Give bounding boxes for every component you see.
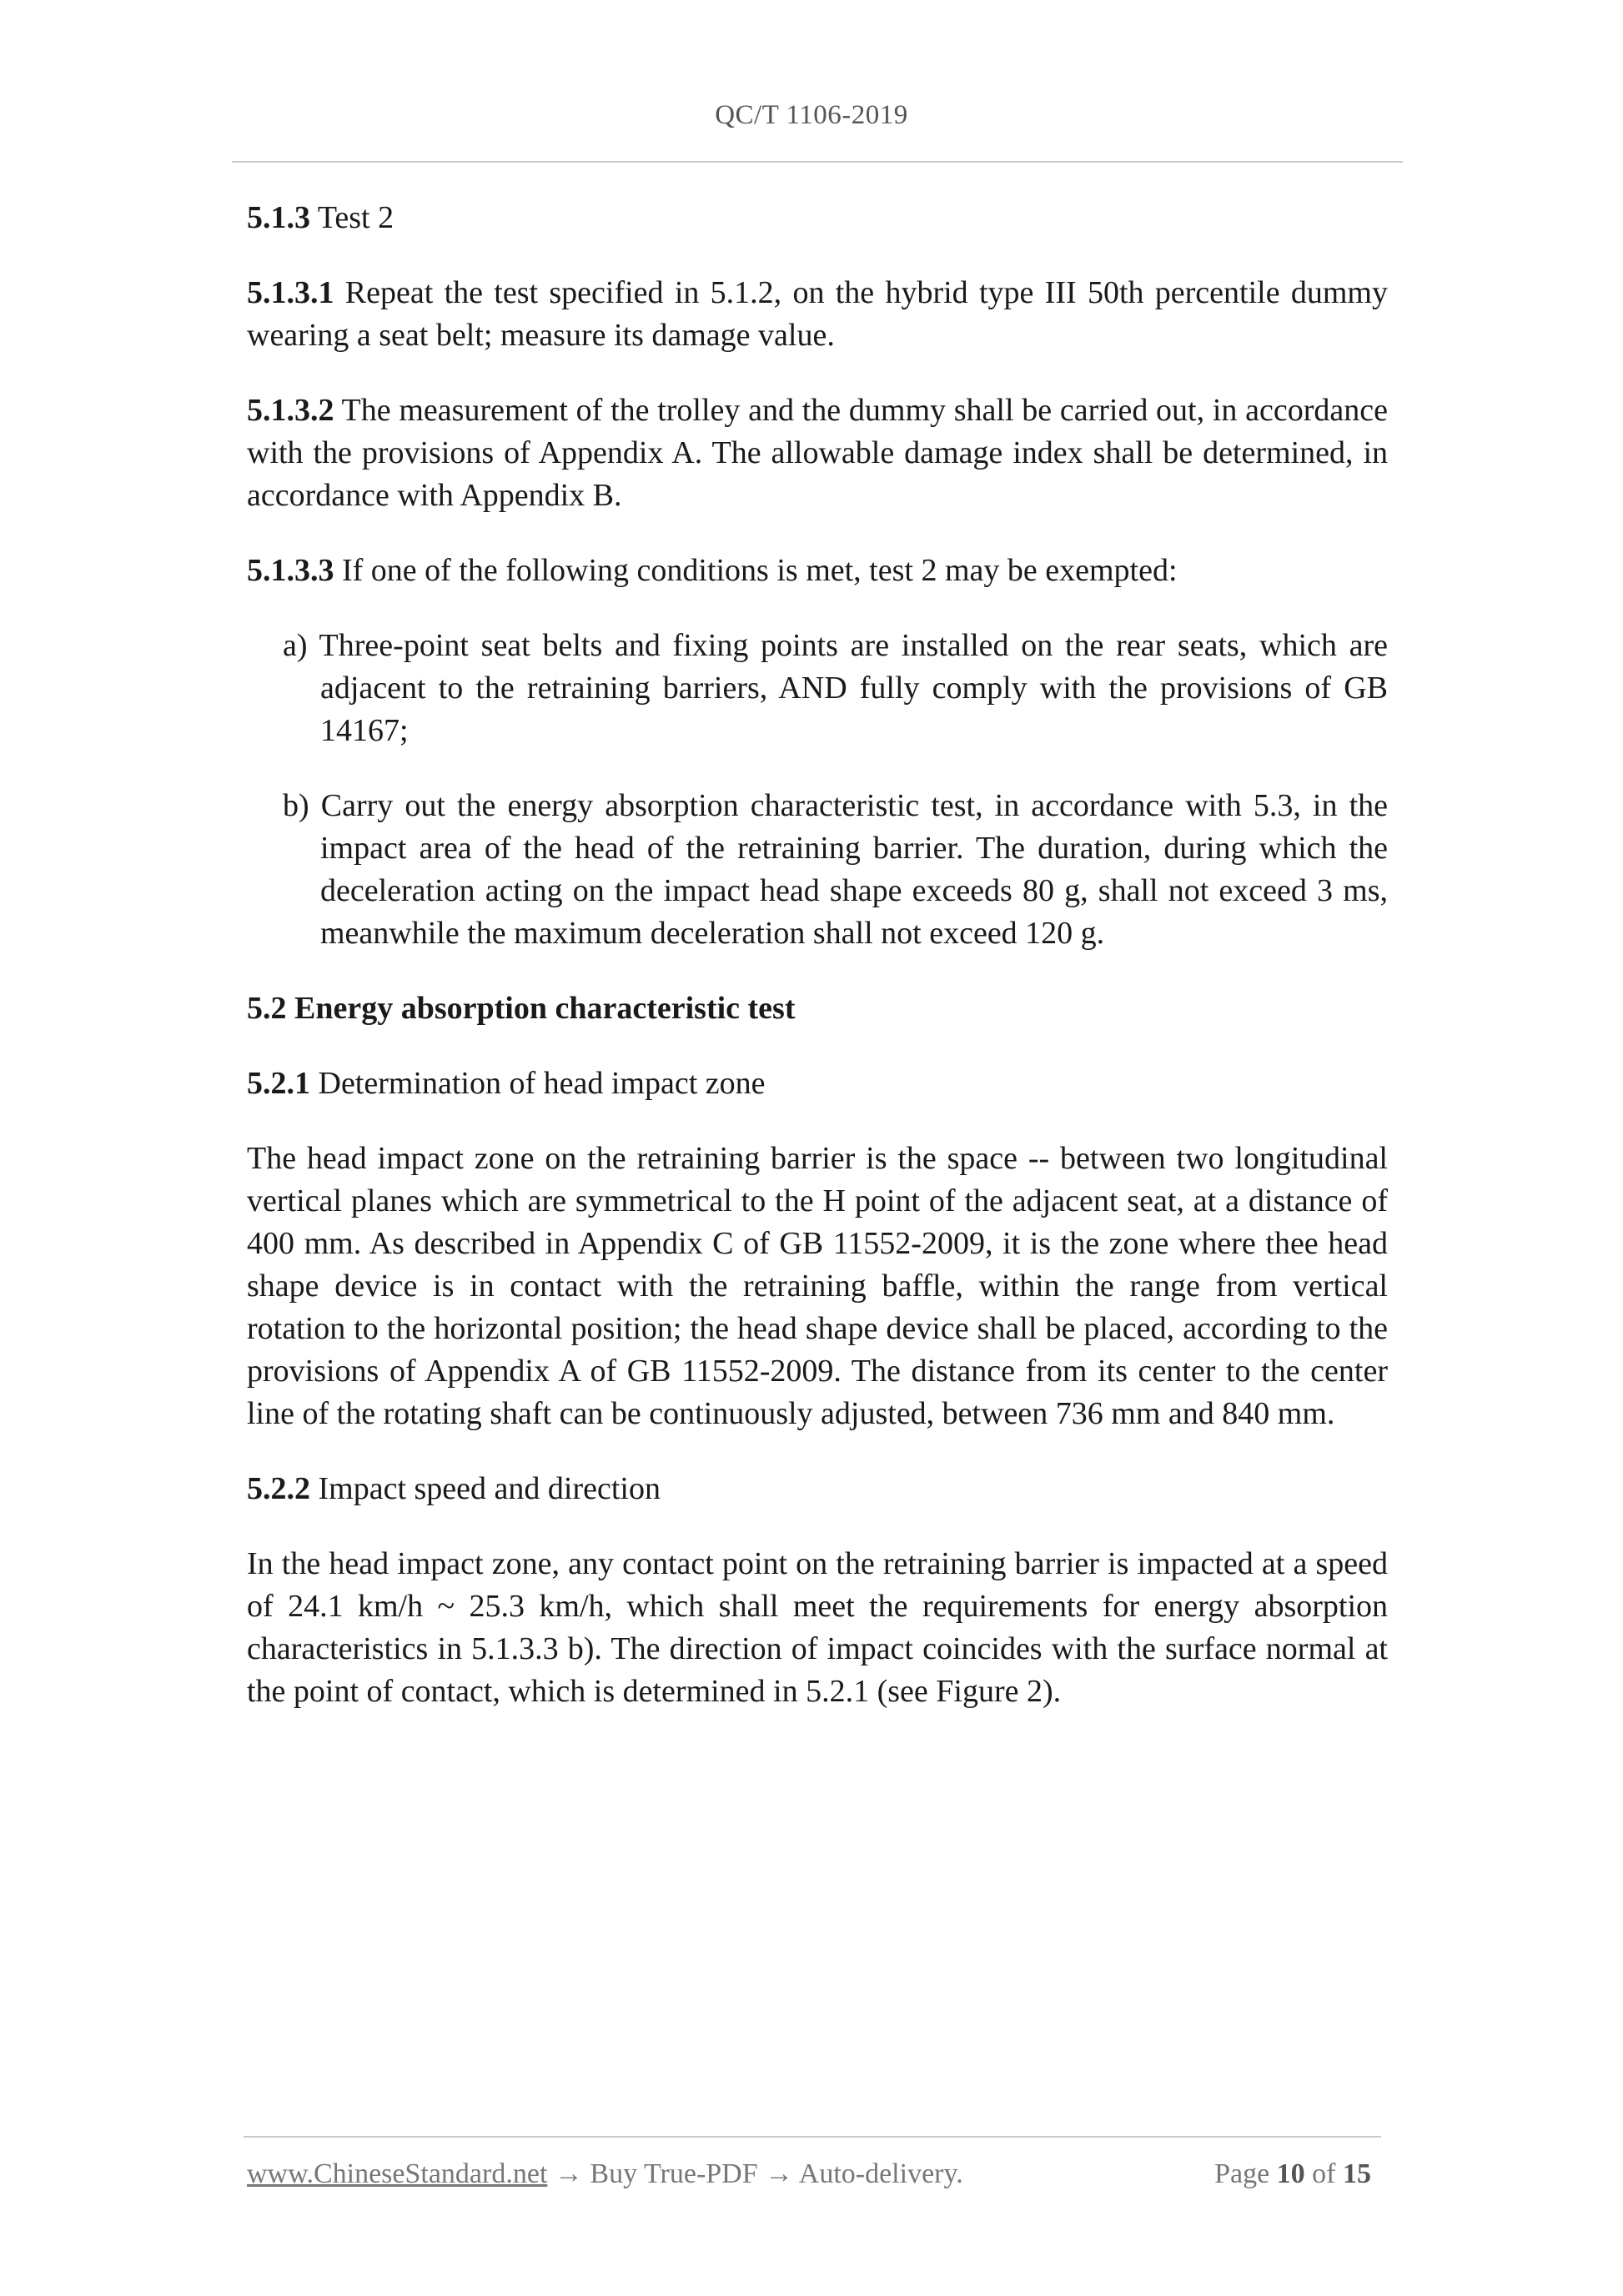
clause-number: 5.1.3.3 (247, 553, 334, 588)
footer-promo (247, 2158, 963, 2190)
page-total: 15 (1343, 2158, 1371, 2189)
clause-5-2-1 (247, 1063, 1388, 1105)
page-header (0, 100, 1623, 131)
clause-5-1-3-2 (247, 389, 1388, 517)
paragraph-head-impact-zone: The head impact zone on the retraining barrier is the space -- between two longitudinal vertical planes which are symmetrical to the H point of the adjacent seat, at a distance of 400 mm. As described in Appendix C of GB 11552-2009, it is the zone where thee head shape device is in contact with the retraining baffle, within the range from vertical rotation to the horizontal position; the head shape device shall be placed, according to the provisions of Appendix A of GB 11552-2009. The distance from its center to the center line of the rotating shaft can be continuously adjusted, between 736 mm and 840 mm. (247, 1141, 1388, 1431)
clause-5-1-3-3 (247, 550, 1388, 592)
header-divider (232, 161, 1403, 163)
page-current: 10 (1276, 2158, 1305, 2189)
clause-5-1-3 (247, 197, 1388, 239)
page-label: Page (1214, 2158, 1270, 2189)
list-item-b: b) Carry out the energy absorption characteristic test, in accordance with 5.3, in the impact area of the head of the retraining barrier. The duration, during which the deceleration acting on the impact head shape exceeds 80 g, shall not exceed 3 ms, meanwhile the maximum deceleration shall not exceed 120 g. (283, 788, 1388, 951)
paragraph-impact-speed: In the head impact zone, any contact point on the retraining barrier is impacted at a speed of 24.1 km/h ~ 25.3 km/h, which shall meet the requirements for energy absorption characteristics in 5.1.3.3 b). The direction of impact coincides with the surface normal at the point of contact, which is determined in 5.2.1 (see Figure 2). (247, 1546, 1388, 1709)
clause-number: 5.1.3.1 (247, 275, 334, 310)
clause-text: The measurement of the trolley and the dummy shall be carried out, in accordance with the provisions of Appendix A. The allowable damage index shall be determined, in accordance with Appendix B. (247, 393, 1388, 513)
clause-title: Impact speed and direction (310, 1471, 661, 1506)
clause-5-1-3-1 (247, 272, 1388, 357)
document-body (247, 197, 1388, 1746)
page-number (1214, 2158, 1371, 2190)
clause-title: Test 2 (310, 200, 394, 235)
list-item-a: a) Three-point seat belts and fixing points are installed on the rear seats, which are adjacent to the retraining barriers, AND fully comply with the provisions of GB 14167; (283, 628, 1388, 748)
clause-number: 5.2.2 (247, 1471, 310, 1506)
clause-text: If one of the following conditions is met, test 2 may be exempted: (334, 553, 1178, 588)
footer-promo-text: → Buy True-PDF → Auto-delivery. (547, 2158, 963, 2189)
website-link[interactable]: www.ChineseStandard.net (247, 2158, 548, 2189)
of-label: of (1312, 2158, 1336, 2189)
section-heading-5-2: 5.2 Energy absorption characteristic test (247, 991, 796, 1026)
clause-text: Repeat the test specified in 5.1.2, on the hybrid type III 50th percentile dummy wearing a seat belt; measure its damage value. (247, 275, 1388, 353)
clause-5-2-2 (247, 1468, 1388, 1510)
clause-number: 5.1.3 (247, 200, 310, 235)
document-code: QC/T 1106-2019 (715, 100, 908, 130)
footer-divider (244, 2136, 1381, 2138)
clause-number: 5.1.3.2 (247, 393, 334, 428)
clause-title: Determination of head impact zone (310, 1066, 766, 1101)
clause-number: 5.2.1 (247, 1066, 310, 1101)
